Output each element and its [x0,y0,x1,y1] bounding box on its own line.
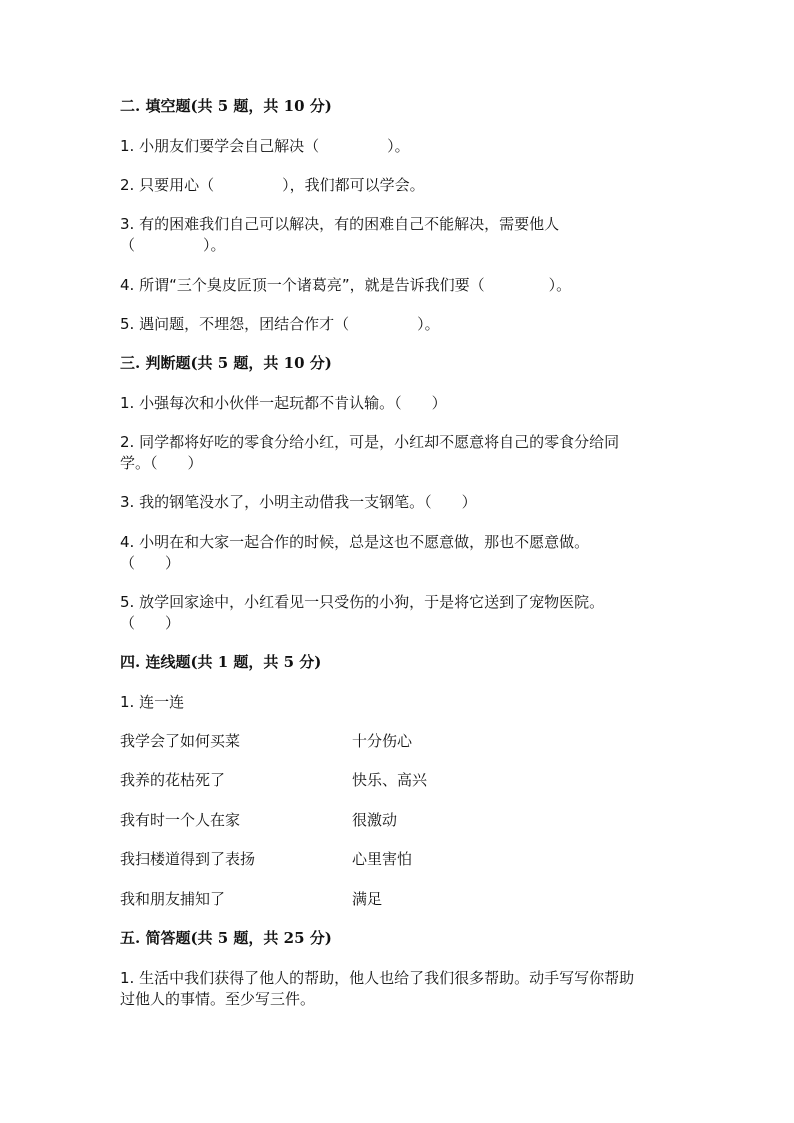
judge-q4-text: （ [120,554,136,572]
fill-q1-end: ）。 [387,137,410,155]
match-left-item: 我学会了如何买菜 [120,732,241,750]
match-left-item: 我扫楼道得到了表扬 [120,850,256,868]
match-right-item: 心里害怕 [352,850,413,868]
match-right-item: 满足 [352,890,383,908]
short-answer-question-1-cont: 过他人的事情。至少写三件。 [120,990,316,1008]
judge-q4-end: ） [165,554,181,572]
fill-q4-text: 4. 所谓“三个臭皮匠顶一个诸葛亮”，就是告诉我们要（ [120,276,485,294]
fill-q2-text: 2. 只要用心（ [120,176,215,194]
match-right-item: 十分伤心 [352,732,413,750]
match-row [120,889,680,909]
judge-q5-end: ） [165,614,181,632]
fill-question-4 [120,275,680,295]
judge-q3-end: ） [461,493,477,511]
fill-q5-text: 5. 遇问题，不埋怨，团结合作才（ [120,315,350,333]
match-left-item: 我和朋友捕知了 [120,890,226,908]
match-row [120,770,680,790]
fill-question-3-cont [120,235,680,255]
fill-q1-text: 1. 小朋友们要学会自己解决（ [120,137,320,155]
match-row [120,810,680,830]
section-4-title: 四. 连线题(共 1 题，共 5 分) [120,653,322,671]
section-5-title: 五. 简答题(共 5 题，共 25 分) [120,929,332,947]
judge-q3-text: 3. 我的钢笔没水了，小明主动借我一支钢笔。（ [120,493,432,511]
fill-q3-text: （ [120,236,136,254]
match-question-1: 1. 连一连 [120,693,185,711]
section-2-title: 二. 填空题(共 5 题，共 10 分) [120,97,332,115]
judge-q2-end: ） [187,454,203,472]
judge-q1-end: ） [431,394,447,412]
judge-question-5-cont [120,613,680,633]
fill-q2-end: ），我们都可以学会。 [282,176,425,194]
fill-question-1 [120,136,680,156]
judge-question-4: 4. 小明在和大家一起合作的时候，总是这也不愿意做，那也不愿意做。 [120,533,590,551]
judge-question-1 [120,393,680,413]
match-left-item: 我有时一个人在家 [120,811,241,829]
fill-q5-end: ）。 [417,315,440,333]
match-row [120,731,680,751]
match-right-item: 很激动 [352,811,398,829]
judge-question-4-cont [120,553,680,573]
fill-question-3: 3. 有的困难我们自己可以解决，有的困难自己不能解决，需要他人 [120,215,560,233]
judge-q5-text: （ [120,614,136,632]
judge-q2-text: 学。（ [120,454,158,472]
match-row [120,849,680,869]
fill-q4-end: ）。 [548,276,572,294]
fill-question-5 [120,314,680,334]
judge-question-2: 2. 同学都将好吃的零食分给小红，可是，小红却不愿意将自己的零食分给同 [120,433,620,451]
fill-q3-end: ）。 [203,236,226,254]
match-right-item: 快乐、高兴 [352,771,428,789]
section-3-title: 三. 判断题(共 5 题，共 10 分) [120,354,332,372]
judge-q1-text: 1. 小强每次和小伙伴一起玩都不肯认输。（ [120,394,402,412]
match-left-item: 我养的花枯死了 [120,771,226,789]
fill-question-2 [120,175,680,195]
judge-question-5: 5. 放学回家途中，小红看见一只受伤的小狗，于是将它送到了宠物医院。 [120,593,605,611]
judge-question-3 [120,492,680,512]
short-answer-question-1: 1. 生活中我们获得了他人的帮助，他人也给了我们很多帮助。动手写写你帮助 [120,969,635,987]
judge-question-2-cont [120,453,680,473]
